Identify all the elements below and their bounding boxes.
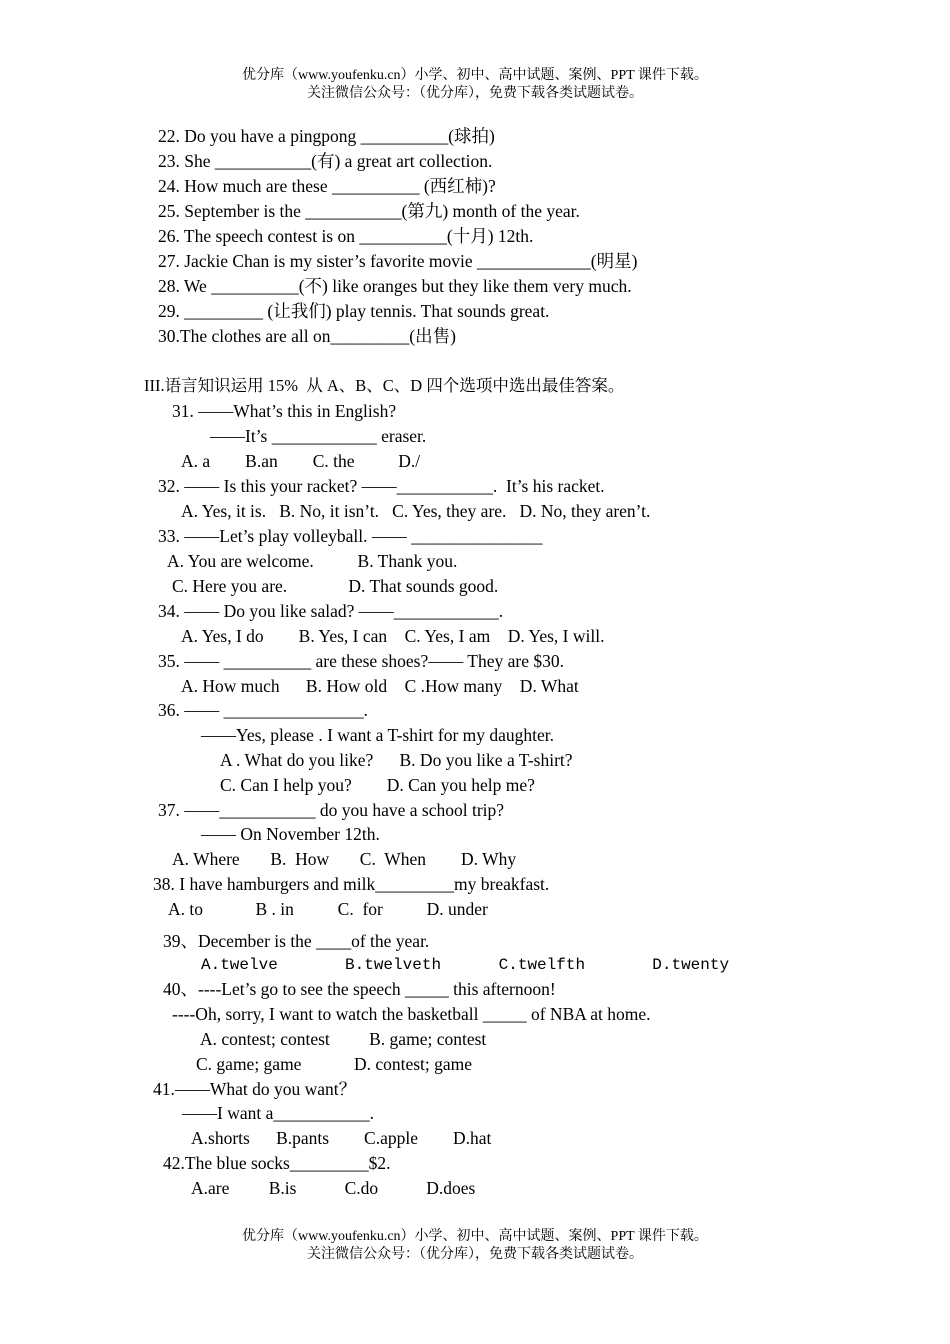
question-25: 25. September is the ___________(第九) month of the year. [158,201,580,221]
q36-options-cd: C. Can I help you? D. Can you help me? [220,775,535,795]
q42-prompt: 42.The blue socks_________$2. [163,1153,391,1173]
page-footer [0,1228,950,1264]
q38-options: A. to B . in C. for D. under [168,899,488,919]
question-28: 28. We __________(不) like oranges but they like them very much. [158,276,632,296]
question-29: 29. _________ (让我们) play tennis. That sounds great. [158,301,550,321]
q33-options-cd: C. Here you are. D. That sounds good. [172,576,499,596]
q37-reply: —— On November 12th. [201,824,380,844]
question-23: 23. She ___________(有) a great art collection. [158,151,493,171]
question-24: 24. How much are these __________ (西红柿)? [158,176,496,196]
q37-prompt: 37. ——___________ do you have a school trip? [158,800,505,820]
question-27: 27. Jackie Chan is my sister’s favorite movie _____________(明星) [158,251,638,271]
q40-options-cd: C. game; game D. contest; game [196,1054,473,1074]
question-30: 30.The clothes are all on_________(出售) [158,326,456,346]
q40-reply: ----Oh, sorry, I want to watch the basketball _____ of NBA at home. [172,1004,651,1024]
q31-options: A. a B.an C. the D./ [181,451,421,471]
q38-prompt: 38. I have hamburgers and milk_________my breakfast. [153,874,550,894]
q36-options-ab: A . What do you like? B. Do you like a T-shirt? [220,750,573,770]
q39-options: A.twelve B.twelveth C.twelfth D.twenty [201,956,730,974]
q36-prompt: 36. —— ________________. [158,700,368,720]
header-line-2: 关注微信公众号：（优分库），免费下载各类试题试卷。 [307,86,643,101]
footer-line-2: 关注微信公众号：（优分库），免费下载各类试题试卷。 [307,1247,643,1262]
q35-options: A. How much B. How old C .How many D. What [181,676,579,696]
q41-prompt: 41.——What do you want？ [153,1079,357,1099]
q32-prompt: 32. —— Is this your racket? ——___________. It’s his racket. [158,476,605,496]
q37-options: A. Where B. How C. When D. Why [172,849,517,869]
question-26: 26. The speech contest is on __________(十月) 12th. [158,226,534,246]
q39-prompt: 39、December is the ____of the year. [163,931,430,951]
section-3-title: III.语言知识运用 15% 从 A、B、C、D 四个选项中选出最佳答案。 [144,376,625,395]
q31-prompt: 31. ——What’s this in English? [172,401,397,421]
footer-line-1: 优分库（www.youfenku.cn）小学、初中、高中试题、案例、PPT 课件下载。 [242,1229,708,1244]
q34-options: A. Yes, I do B. Yes, I can C. Yes, I am D. Yes, I will. [181,626,605,646]
q33-prompt: 33. ——Let’s play volleyball. —— _______________ [158,526,543,546]
q34-prompt: 34. —— Do you like salad? ——____________. [158,601,504,621]
question-22: 22. Do you have a pingpong __________(球拍) [158,126,495,146]
q40-prompt: 40、----Let’s go to see the speech _____ this afternoon! [163,979,556,999]
q41-options: A.shorts B.pants C.apple D.hat [191,1128,492,1148]
q32-options: A. Yes, it is. B. No, it isn’t. C. Yes, they are. D. No, they aren’t. [181,501,651,521]
q35-prompt: 35. —— __________ are these shoes?—— They are $30. [158,651,564,671]
q36-reply: ——Yes, please . I want a T-shirt for my daughter. [201,725,555,745]
page-header [0,67,950,103]
q31-answer: ——It’s ____________ eraser. [210,426,427,446]
q42-options: A.are B.is C.do D.does [191,1178,476,1198]
q41-reply: ——I want a___________. [182,1103,374,1123]
q40-options-ab: A. contest; contest B. game; contest [200,1029,487,1049]
q33-options-ab: A. You are welcome. B. Thank you. [167,551,458,571]
header-line-1: 优分库（www.youfenku.cn）小学、初中、高中试题、案例、PPT 课件下载。 [242,68,708,83]
